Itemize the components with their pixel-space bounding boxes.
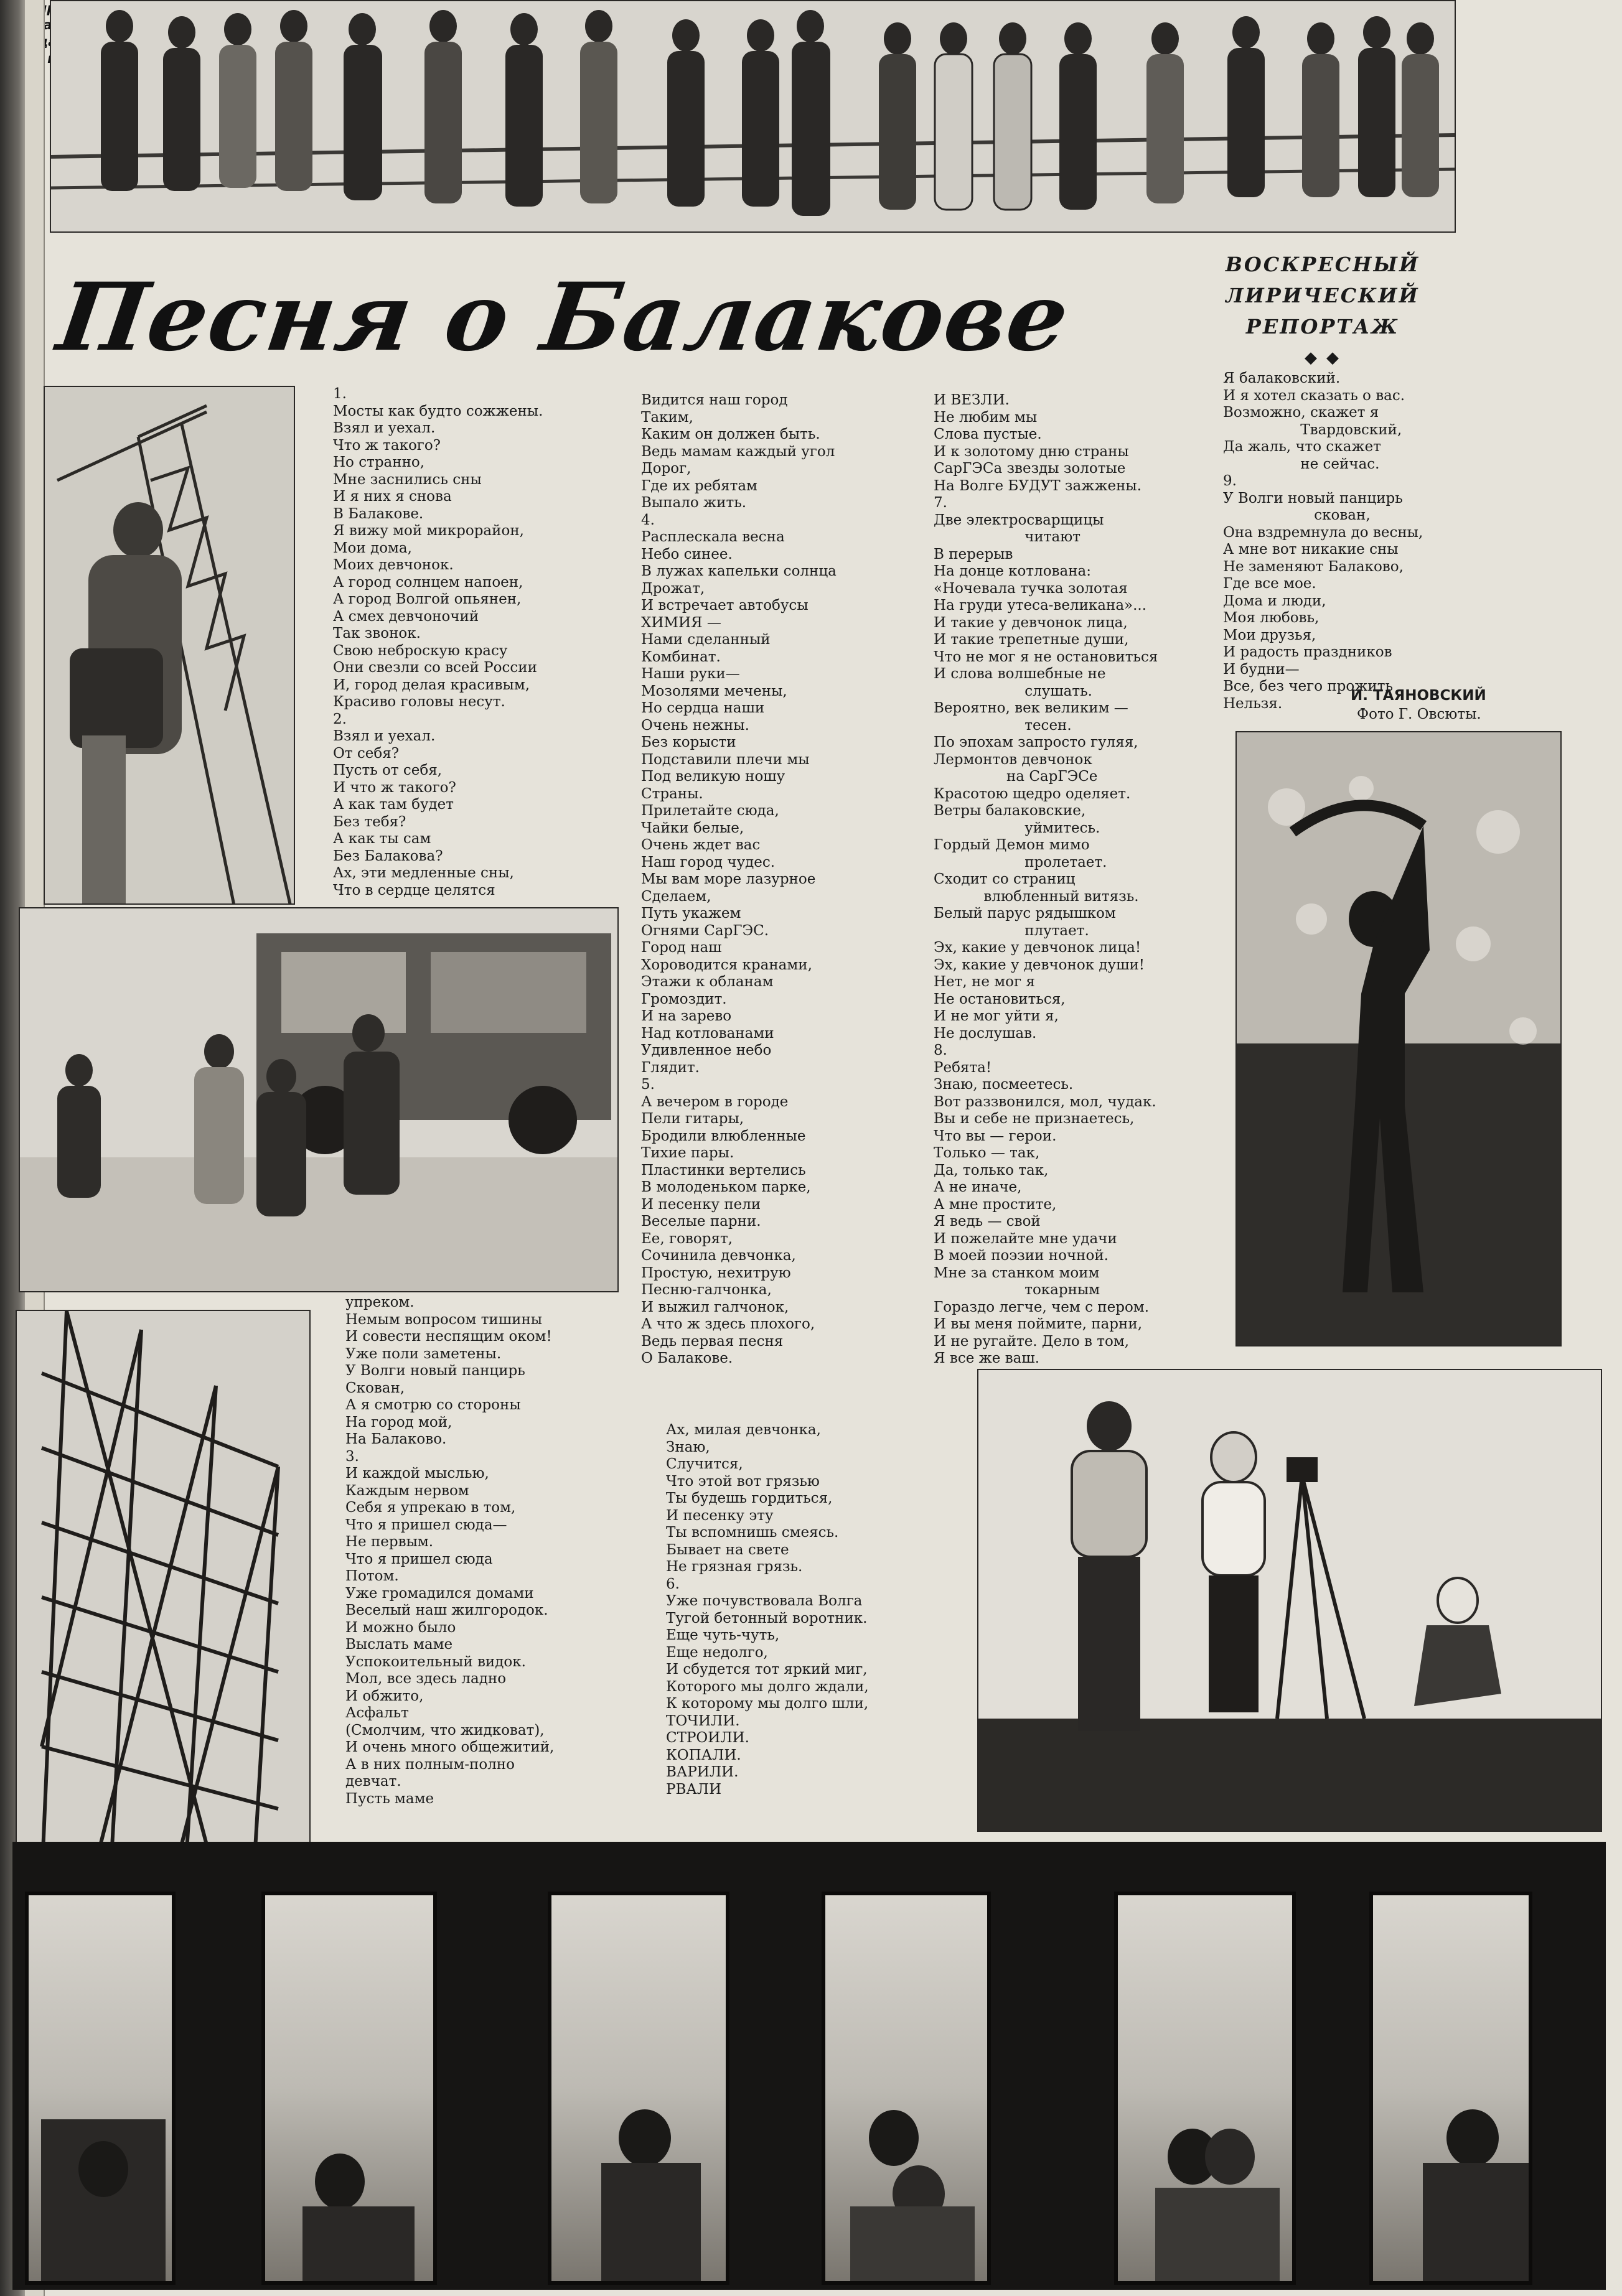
poem-column-2-part-a: Видится наш город Таким, Каким он должен быть. Ведь мамам каждый угол Дорог, Где их ребятам Выпало жить. 4. Расплескала весна Небо синее. В лужах капельки солнца Дрожат, И встречает автобусы ХИМИЯ — Нами сделанный Комбинат. Наши руки— Мозолями мечены, Но сердца наши Очень нежны. Без корысти Подставили плечи мы Под великую ношу Страны. Прилетайте сюда, Чайки белые, Очень ждет вас Наш город чудес. Мы вам море лазурное Сделаем, Путь укажем Огнями СарГЭС. Город наш Хороводится кранами, Этажи к обланам Громоздит. И на зарево Над котлованами Удивленное небо Глядит. 5. А вечером в городе Пели гитары, Бродили влюбленные Тихие пары. Пластинки вертелись В молоденьком парке, И песенку пели Веселые парни. Ее, говорят, Сочинила девчонка, Простую, нехитрую Песню-галчонка, И выжил галчонок, А что ж здесь плохого, Ведь первая песня О Балакове. <box>641 392 837 1366</box>
photo-scaffolding <box>16 1310 311 1882</box>
photo-crane-worker <box>44 386 295 905</box>
rubric-line-2: ЛИРИЧЕСКИЙ <box>1226 284 1420 307</box>
rubric-ornament: ◆ ◆ <box>1304 348 1341 367</box>
author-signature: И. ТАЯНОВСКИЙ <box>1351 688 1486 704</box>
poem-column-2-part-b: Ах, милая девчонка, Знаю, Случится, Что этой вот грязью Ты будешь гордиться, И песенку эту Ты вспомнишь смеясь. Бывает на свете Не грязная грязь. 6. Уже почувствовала Волга Тугой бетонный воротник. Еще чуть-чуть, Еще недолго, И сбудется тот яркий миг, Которого мы долго ждали, К которому мы долго шли, ТОЧИЛИ. СТРОИЛИ. КОПАЛИ. ВАРИЛИ. РВАЛИ <box>666 1422 869 1798</box>
poem-column-1-bottom: упреком. Немым вопросом тишины И совести неспящим оком! Уже поли заметены. У Волги новый панцирь Скован, А я смотрю со стороны На город мой, На Балаково. 3. И каждой мыслью, Каждым нервом Себя я упрекаю в том, Что я пришел сюда— Не первым. Что я пришел сюда Потом. Уже громадился домами Веселый наш жилгородок. И можно было Выслать маме Успокоительный видок. Мол, все здесь ладно И обжито, Асфальт (Смолчим, что жидковат), И очень много общежитий, А в них полным-полно девчат. Пусть маме <box>345 1294 555 1807</box>
poem-column-4: Я балаковский. И я хотел сказать о вас. Возможно, скажет я Твардовский, Да жаль, что скажет не сейчас. 9. У Волги новый панцирь скован, Она вздремнула до весны, А мне вот никакие сны Не заменяют Балаково, Где все мое. Дома и люди, Моя любовь, Мои друзья, И радость праздников И будни— Все, без чего прожить Нельзя. <box>1223 370 1423 712</box>
window-1 <box>25 1892 176 2285</box>
poem-column-3: И ВЕЗЛИ. Не любим мы Слова пустые. И к золотому дню страны СарГЭСа звезды золотые На Волге БУДУТ зажжены. 7. Две электросварщицы читают В перерыв На донце котлована: «Ночевала тучка золотая На груди утеса-великана»... И такие у девчонок лица, И такие трепетные души, Что не мог я не остановиться И слова волшебные не слушать. Вероятно, век великим — тесен. По эпохам запросто гуляя, Лермонтов девчонок на СарГЭСе Красотою щедро оделяет. Ветры балаковские, уймитесь. Гордый Демон мимо пролетает. Сходит со страниц влюбленный витязь. Белый парус рядышком плутает. Эх, какие у девчонок лица! Эх, какие у девчонок души! Нет, не мог я Не остановиться, И не мог уйти я, Не дослушав. 8. Ребята! Знаю, посмеетесь. Вот раззвонился, мол, чудак. Вы и себе не признаетесь, Что вы — герои. Только — так, Да, только так, А не иначе, А мне простите, Я ведь — свой И пожелайте мне удачи В моей поэзии ночной. Мне за станком моим токарным Гораздо легче, чем с пером. И вы меня поймите, парни, И не ругайте. Дело в том, Я все же ваш. <box>934 392 1158 1366</box>
photo-surveyors <box>977 1369 1602 1832</box>
rubric-line-3: РЕПОРТАЖ <box>1245 315 1400 338</box>
window-2 <box>261 1892 437 2285</box>
photo-office-windows <box>12 1842 1606 2290</box>
poem-column-1-top: 1. Мосты как будто сожжены. Взял и уехал. Что ж такого? Но странно, Мне заснились сны И я них я снова В Балакове. Я вижу мой микрорайон, Мои дома, Моих девчонок. А город солнцем напоен, А город Волгой опьянен, А смех девчоночий Так звонок. Свою неброскую красу Они свезли со всей России И, город делая красивым, Красиво головы несут. 2. Взял и уехал. От себя? Пусть от себя, И что ж такого? А как там будет Без тебя? А как ты сам Без Балакова? Ах, эти медленные сны, Что в сердце целятся <box>333 386 543 898</box>
photo-girls-near-truck <box>19 907 619 1292</box>
window-4 <box>822 1892 991 2285</box>
page-title: Песня о Балакове <box>51 263 1076 372</box>
window-3 <box>548 1892 729 2285</box>
rubric-heading <box>1220 249 1425 373</box>
window-6 <box>1369 1892 1532 2285</box>
window-5 <box>1114 1892 1296 2285</box>
photo-girl-in-water <box>1235 731 1562 1346</box>
group-photo-top <box>50 0 1456 233</box>
rubric-line-1: ВОСКРЕСНЫЙ <box>1225 253 1420 276</box>
photo-credit: Фото Г. Овсюты. <box>1357 706 1481 722</box>
